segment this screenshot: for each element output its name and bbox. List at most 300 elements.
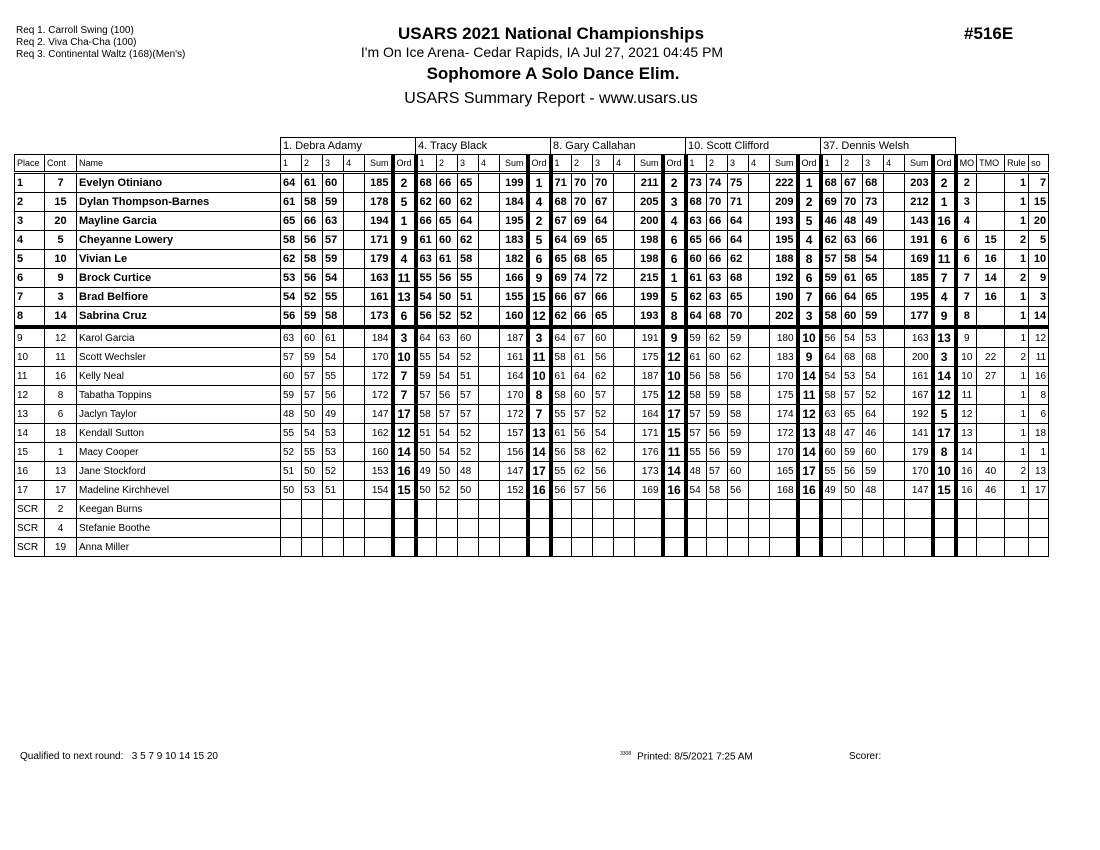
ordinal-cell bbox=[393, 538, 416, 557]
sum-cell: 182 bbox=[500, 250, 528, 269]
place-cell: 3 bbox=[15, 212, 45, 231]
table-row bbox=[15, 538, 1049, 557]
place-cell: 13 bbox=[15, 405, 45, 424]
score-cell bbox=[323, 538, 344, 557]
tmo-cell bbox=[977, 500, 1005, 519]
score-cell bbox=[593, 519, 614, 538]
score-cell bbox=[344, 462, 365, 481]
mo-cell: 10 bbox=[956, 367, 977, 386]
score-cell bbox=[416, 538, 437, 557]
score-cell: 50 bbox=[416, 443, 437, 462]
rule-cell: 1 bbox=[1005, 386, 1029, 405]
ordinal-cell: 13 bbox=[933, 327, 956, 348]
sum-cell: 178 bbox=[365, 193, 393, 212]
score-cell bbox=[281, 500, 302, 519]
column-header-judge-4: 4 bbox=[749, 155, 770, 173]
score-cell: 75 bbox=[728, 173, 749, 193]
score-cell: 53 bbox=[323, 424, 344, 443]
score-cell: 52 bbox=[863, 386, 884, 405]
sum-cell: 172 bbox=[500, 405, 528, 424]
score-cell bbox=[437, 519, 458, 538]
score-cell bbox=[749, 307, 770, 328]
score-cell bbox=[479, 405, 500, 424]
sum-cell: 161 bbox=[365, 288, 393, 307]
column-header-judge-3: 3 bbox=[593, 155, 614, 173]
score-cell: 67 bbox=[593, 193, 614, 212]
rule-cell: 1 bbox=[1005, 424, 1029, 443]
ordinal-cell: 3 bbox=[663, 193, 686, 212]
score-cell: 69 bbox=[551, 269, 572, 288]
judge-header-row bbox=[15, 138, 1049, 155]
score-cell: 60 bbox=[842, 307, 863, 328]
score-cell bbox=[614, 424, 635, 443]
score-cell: 65 bbox=[593, 231, 614, 250]
score-cell: 66 bbox=[821, 288, 842, 307]
table-row bbox=[15, 348, 1049, 367]
score-cell bbox=[884, 212, 905, 231]
sum-cell: 141 bbox=[905, 424, 933, 443]
rule-cell: 1 bbox=[1005, 250, 1029, 269]
ordinal-cell: 3 bbox=[933, 348, 956, 367]
sum-cell: 147 bbox=[500, 462, 528, 481]
score-cell bbox=[614, 367, 635, 386]
sum-cell: 170 bbox=[500, 386, 528, 405]
score-cell bbox=[884, 405, 905, 424]
score-cell: 64 bbox=[551, 231, 572, 250]
mo-cell: 6 bbox=[956, 250, 977, 269]
score-cell: 62 bbox=[458, 193, 479, 212]
so-cell: 1 bbox=[1029, 443, 1049, 462]
score-cell bbox=[749, 193, 770, 212]
ordinal-cell: 17 bbox=[933, 424, 956, 443]
column-header-judge-4: 4 bbox=[344, 155, 365, 173]
so-cell: 6 bbox=[1029, 405, 1049, 424]
column-header-judge-4: 4 bbox=[479, 155, 500, 173]
ordinal-cell bbox=[798, 538, 821, 557]
score-cell bbox=[614, 519, 635, 538]
score-cell bbox=[344, 307, 365, 328]
score-cell bbox=[686, 538, 707, 557]
score-cell: 70 bbox=[707, 193, 728, 212]
score-cell bbox=[884, 327, 905, 348]
sum-cell: 199 bbox=[635, 288, 663, 307]
sum-cell: 143 bbox=[905, 212, 933, 231]
score-cell: 74 bbox=[572, 269, 593, 288]
score-cell: 61 bbox=[842, 269, 863, 288]
score-cell: 58 bbox=[302, 250, 323, 269]
score-cell bbox=[842, 500, 863, 519]
column-header-mo: MO bbox=[956, 155, 977, 173]
skater-name-cell: Kendall Sutton bbox=[77, 424, 281, 443]
score-cell bbox=[884, 424, 905, 443]
score-cell: 53 bbox=[281, 269, 302, 288]
sum-cell: 152 bbox=[500, 481, 528, 500]
score-cell bbox=[614, 348, 635, 367]
table-row bbox=[15, 519, 1049, 538]
mo-cell: 9 bbox=[956, 327, 977, 348]
score-cell bbox=[614, 327, 635, 348]
score-cell: 58 bbox=[551, 348, 572, 367]
score-cell: 64 bbox=[686, 307, 707, 328]
ordinal-cell: 6 bbox=[798, 269, 821, 288]
score-cell: 55 bbox=[302, 443, 323, 462]
score-cell: 59 bbox=[863, 462, 884, 481]
tmo-cell: 16 bbox=[977, 250, 1005, 269]
score-cell: 63 bbox=[821, 405, 842, 424]
score-cell bbox=[302, 519, 323, 538]
judge-name-header: 37. Dennis Welsh bbox=[821, 138, 956, 155]
score-cell: 62 bbox=[686, 288, 707, 307]
contestant-number-cell: 13 bbox=[45, 462, 77, 481]
sum-cell: 175 bbox=[770, 386, 798, 405]
table-row bbox=[15, 367, 1049, 386]
contestant-number-cell: 8 bbox=[45, 386, 77, 405]
score-cell: 62 bbox=[593, 443, 614, 462]
scorer-label: Scorer: bbox=[849, 751, 882, 762]
score-cell: 54 bbox=[842, 327, 863, 348]
score-cell bbox=[614, 500, 635, 519]
report-code: 3308 bbox=[620, 751, 632, 757]
place-cell: 10 bbox=[15, 348, 45, 367]
so-cell: 8 bbox=[1029, 386, 1049, 405]
ordinal-cell: 13 bbox=[528, 424, 551, 443]
score-cell: 60 bbox=[821, 443, 842, 462]
score-cell: 52 bbox=[302, 288, 323, 307]
table-row bbox=[15, 405, 1049, 424]
score-cell: 51 bbox=[281, 462, 302, 481]
ordinal-cell: 9 bbox=[528, 269, 551, 288]
score-cell bbox=[281, 538, 302, 557]
score-cell: 48 bbox=[821, 424, 842, 443]
sum-cell: 162 bbox=[365, 424, 393, 443]
skater-name-cell: Madeline Kirchhevel bbox=[77, 481, 281, 500]
so-cell bbox=[1029, 538, 1049, 557]
ordinal-cell: 1 bbox=[798, 173, 821, 193]
score-cell bbox=[344, 348, 365, 367]
score-cell: 67 bbox=[572, 327, 593, 348]
score-cell bbox=[479, 500, 500, 519]
score-cell: 62 bbox=[728, 348, 749, 367]
score-cell bbox=[551, 519, 572, 538]
column-header-judge-ord: Ord bbox=[528, 155, 551, 173]
score-cell bbox=[344, 386, 365, 405]
tmo-cell: 14 bbox=[977, 269, 1005, 288]
ordinal-cell bbox=[933, 500, 956, 519]
score-cell: 48 bbox=[842, 212, 863, 231]
ordinal-cell: 14 bbox=[798, 443, 821, 462]
mo-cell: 16 bbox=[956, 481, 977, 500]
rule-cell: 1 bbox=[1005, 288, 1029, 307]
score-cell bbox=[749, 538, 770, 557]
score-cell: 59 bbox=[821, 269, 842, 288]
judge-name-header: 8. Gary Callahan bbox=[551, 138, 686, 155]
sum-cell bbox=[905, 519, 933, 538]
ordinal-cell: 3 bbox=[798, 307, 821, 328]
score-cell: 46 bbox=[863, 424, 884, 443]
sum-cell: 161 bbox=[905, 367, 933, 386]
ordinal-cell bbox=[663, 538, 686, 557]
score-cell bbox=[479, 288, 500, 307]
so-cell: 13 bbox=[1029, 462, 1049, 481]
header-spacer bbox=[956, 138, 1049, 155]
score-cell: 57 bbox=[302, 367, 323, 386]
sum-cell bbox=[635, 519, 663, 538]
score-cell: 46 bbox=[821, 212, 842, 231]
score-cell: 64 bbox=[842, 288, 863, 307]
sum-cell: 176 bbox=[635, 443, 663, 462]
score-cell: 54 bbox=[863, 367, 884, 386]
score-cell bbox=[551, 500, 572, 519]
score-cell: 61 bbox=[416, 231, 437, 250]
ordinal-cell: 9 bbox=[393, 231, 416, 250]
score-cell: 68 bbox=[572, 250, 593, 269]
score-cell: 70 bbox=[728, 307, 749, 328]
ordinal-cell: 12 bbox=[933, 386, 956, 405]
column-header-judge-3: 3 bbox=[863, 155, 884, 173]
score-cell: 65 bbox=[863, 269, 884, 288]
score-cell bbox=[749, 386, 770, 405]
score-cell: 54 bbox=[323, 348, 344, 367]
tmo-cell bbox=[977, 424, 1005, 443]
score-cell: 73 bbox=[686, 173, 707, 193]
score-cell: 68 bbox=[821, 173, 842, 193]
mo-cell: 13 bbox=[956, 424, 977, 443]
score-cell bbox=[416, 519, 437, 538]
score-cell bbox=[749, 481, 770, 500]
sum-cell: 185 bbox=[365, 173, 393, 193]
score-cell bbox=[437, 538, 458, 557]
ordinal-cell: 2 bbox=[393, 173, 416, 193]
skater-name-cell: Brad Belfiore bbox=[77, 288, 281, 307]
sum-cell: 175 bbox=[635, 348, 663, 367]
score-cell: 50 bbox=[302, 405, 323, 424]
so-cell bbox=[1029, 519, 1049, 538]
score-cell: 55 bbox=[416, 269, 437, 288]
column-header-judge-ord: Ord bbox=[393, 155, 416, 173]
score-cell: 51 bbox=[416, 424, 437, 443]
score-cell: 59 bbox=[302, 348, 323, 367]
so-cell: 16 bbox=[1029, 367, 1049, 386]
score-cell bbox=[479, 307, 500, 328]
contestant-number-cell: 3 bbox=[45, 288, 77, 307]
score-cell: 61 bbox=[323, 327, 344, 348]
contestant-number-cell: 5 bbox=[45, 231, 77, 250]
score-cell: 54 bbox=[863, 250, 884, 269]
place-cell: 12 bbox=[15, 386, 45, 405]
score-cell bbox=[479, 269, 500, 288]
score-cell: 56 bbox=[302, 231, 323, 250]
skater-name-cell: Vivian Le bbox=[77, 250, 281, 269]
sum-cell bbox=[770, 538, 798, 557]
score-cell bbox=[458, 538, 479, 557]
rule-cell bbox=[1005, 500, 1029, 519]
score-cell: 64 bbox=[593, 212, 614, 231]
score-cell bbox=[479, 424, 500, 443]
sum-cell: 166 bbox=[500, 269, 528, 288]
so-cell: 3 bbox=[1029, 288, 1049, 307]
skater-name-cell: Dylan Thompson-Barnes bbox=[77, 193, 281, 212]
score-cell: 57 bbox=[302, 386, 323, 405]
so-cell bbox=[1029, 500, 1049, 519]
score-cell: 50 bbox=[281, 481, 302, 500]
score-cell bbox=[614, 173, 635, 193]
score-cell: 50 bbox=[416, 481, 437, 500]
score-cell: 49 bbox=[323, 405, 344, 424]
sum-cell bbox=[905, 538, 933, 557]
sum-cell: 147 bbox=[905, 481, 933, 500]
sum-cell: 203 bbox=[905, 173, 933, 193]
score-cell: 59 bbox=[728, 424, 749, 443]
score-cell: 50 bbox=[302, 462, 323, 481]
score-cell: 58 bbox=[842, 250, 863, 269]
contestant-number-cell: 19 bbox=[45, 538, 77, 557]
sum-cell: 160 bbox=[500, 307, 528, 328]
so-cell: 12 bbox=[1029, 327, 1049, 348]
score-cell: 64 bbox=[551, 327, 572, 348]
score-cell: 60 bbox=[686, 250, 707, 269]
score-cell bbox=[821, 500, 842, 519]
score-cell: 56 bbox=[707, 424, 728, 443]
ordinal-cell: 4 bbox=[933, 288, 956, 307]
score-cell: 55 bbox=[551, 462, 572, 481]
column-header-judge-1: 1 bbox=[686, 155, 707, 173]
score-cell: 64 bbox=[281, 173, 302, 193]
sum-cell: 211 bbox=[635, 173, 663, 193]
score-cell: 66 bbox=[437, 173, 458, 193]
score-cell: 50 bbox=[458, 481, 479, 500]
score-cell bbox=[884, 443, 905, 462]
table-row bbox=[15, 269, 1049, 288]
sum-cell: 170 bbox=[365, 348, 393, 367]
ordinal-cell: 11 bbox=[798, 386, 821, 405]
score-cell bbox=[749, 173, 770, 193]
sum-cell: 169 bbox=[635, 481, 663, 500]
contestant-number-cell: 1 bbox=[45, 443, 77, 462]
score-cell bbox=[614, 405, 635, 424]
score-cell: 54 bbox=[416, 288, 437, 307]
ordinal-cell: 5 bbox=[528, 231, 551, 250]
score-cell: 71 bbox=[728, 193, 749, 212]
score-cell: 58 bbox=[416, 405, 437, 424]
score-cell: 55 bbox=[551, 405, 572, 424]
score-cell bbox=[884, 173, 905, 193]
event-number: #516E bbox=[964, 24, 1014, 43]
sum-cell: 161 bbox=[500, 348, 528, 367]
contestant-number-cell: 9 bbox=[45, 269, 77, 288]
ordinal-cell: 9 bbox=[663, 327, 686, 348]
qualified-values: 3 5 7 9 10 14 15 20 bbox=[131, 751, 218, 762]
sum-cell: 184 bbox=[365, 327, 393, 348]
score-cell bbox=[686, 500, 707, 519]
rule-cell: 1 bbox=[1005, 443, 1029, 462]
table-row bbox=[15, 173, 1049, 193]
rule-cell: 1 bbox=[1005, 193, 1029, 212]
skater-name-cell: Karol Garcia bbox=[77, 327, 281, 348]
ordinal-cell: 7 bbox=[798, 288, 821, 307]
score-cell bbox=[281, 519, 302, 538]
score-cell: 54 bbox=[437, 367, 458, 386]
score-cell: 54 bbox=[437, 348, 458, 367]
place-cell: 16 bbox=[15, 462, 45, 481]
score-cell: 54 bbox=[323, 269, 344, 288]
ordinal-cell: 7 bbox=[528, 405, 551, 424]
judge-name-header: 10. Scott Clifford bbox=[686, 138, 821, 155]
tmo-cell bbox=[977, 307, 1005, 328]
score-cell bbox=[614, 538, 635, 557]
score-cell: 63 bbox=[416, 250, 437, 269]
score-cell: 60 bbox=[281, 367, 302, 386]
ordinal-cell: 6 bbox=[528, 250, 551, 269]
ordinal-cell: 14 bbox=[798, 367, 821, 386]
score-cell bbox=[707, 500, 728, 519]
score-cell: 54 bbox=[281, 288, 302, 307]
sum-cell: 190 bbox=[770, 288, 798, 307]
ordinal-cell: 7 bbox=[933, 269, 956, 288]
score-cell: 70 bbox=[842, 193, 863, 212]
so-cell: 9 bbox=[1029, 269, 1049, 288]
score-cell: 57 bbox=[416, 386, 437, 405]
score-cell: 71 bbox=[551, 173, 572, 193]
sum-cell: 155 bbox=[500, 288, 528, 307]
score-cell: 52 bbox=[458, 307, 479, 328]
score-cell bbox=[686, 519, 707, 538]
venue-line: I'm On Ice Arena- Cedar Rapids, IA Jul 27, 2021 04:45 PM bbox=[360, 44, 724, 60]
column-header-judge-1: 1 bbox=[416, 155, 437, 173]
sum-cell: 160 bbox=[365, 443, 393, 462]
column-header-judge-3: 3 bbox=[323, 155, 344, 173]
column-header-judge-4: 4 bbox=[884, 155, 905, 173]
score-cell bbox=[884, 288, 905, 307]
ordinal-cell bbox=[528, 500, 551, 519]
ordinal-cell: 16 bbox=[663, 481, 686, 500]
score-cell bbox=[749, 250, 770, 269]
score-cell: 65 bbox=[437, 212, 458, 231]
tmo-cell bbox=[977, 538, 1005, 557]
table-row bbox=[15, 443, 1049, 462]
score-cell: 49 bbox=[821, 481, 842, 500]
score-cell: 74 bbox=[707, 173, 728, 193]
sum-cell: 188 bbox=[770, 250, 798, 269]
table-row bbox=[15, 424, 1049, 443]
sum-cell: 195 bbox=[905, 288, 933, 307]
skater-name-cell: Evelyn Otiniano bbox=[77, 173, 281, 193]
score-cell: 56 bbox=[686, 367, 707, 386]
sum-cell: 191 bbox=[905, 231, 933, 250]
header-spacer bbox=[15, 138, 281, 155]
sum-cell: 198 bbox=[635, 231, 663, 250]
score-cell bbox=[479, 538, 500, 557]
mo-cell: 7 bbox=[956, 288, 977, 307]
sum-cell bbox=[770, 519, 798, 538]
skater-name-cell: Mayline Garcia bbox=[77, 212, 281, 231]
score-cell: 54 bbox=[302, 424, 323, 443]
score-cell bbox=[749, 327, 770, 348]
table-row bbox=[15, 386, 1049, 405]
column-header-row bbox=[15, 155, 1049, 173]
sum-cell: 172 bbox=[365, 367, 393, 386]
contestant-number-cell: 18 bbox=[45, 424, 77, 443]
sum-cell: 200 bbox=[905, 348, 933, 367]
skater-name-cell: Kelly Neal bbox=[77, 367, 281, 386]
ordinal-cell: 15 bbox=[663, 424, 686, 443]
tmo-cell bbox=[977, 386, 1005, 405]
printed-timestamp: Printed: 8/5/2021 7:25 AM bbox=[637, 751, 753, 763]
ordinal-cell: 12 bbox=[798, 405, 821, 424]
score-cell: 59 bbox=[281, 386, 302, 405]
score-cell bbox=[614, 231, 635, 250]
ordinal-cell: 15 bbox=[528, 288, 551, 307]
score-cell: 57 bbox=[572, 481, 593, 500]
